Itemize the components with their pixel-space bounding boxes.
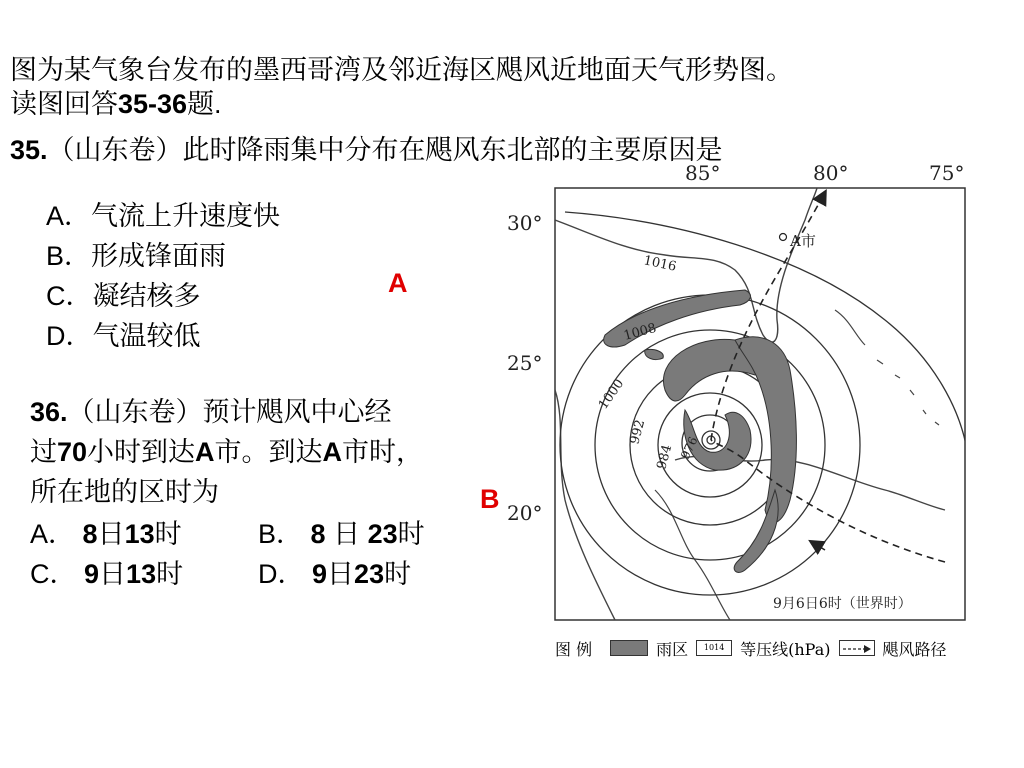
q36-option-b: B． 8 日 23时 [258,519,425,549]
q36-answer: B [480,484,500,514]
lat-label-30: 30° [507,211,543,235]
lon-label-85: 85° [685,161,721,185]
legend-path-swatch [839,640,875,656]
lon-label-75: 75° [929,161,965,185]
q35-answer: A [388,268,408,298]
q35-option-c: C．凝结核多 [46,281,201,311]
q36-stem-line-1: 36.（山东卷）预计飓风中心经 [30,397,392,427]
q36-stem-line-3: 所在地的区时为 [30,477,219,507]
city-a-marker [780,234,787,241]
lon-label-80: 80° [813,161,849,185]
legend-rain-label: 雨区 [656,639,689,659]
isobar-label-976: 976 [678,434,701,462]
isobar-label-992: 992 [627,418,649,447]
legend-path-arrow-icon [840,642,874,656]
lat-label-25: 25° [507,351,543,375]
isobar-label-984: 984 [654,443,676,472]
map-legend [555,636,947,660]
q35-option-b: B．形成锋面雨 [46,241,227,271]
legend-title: 图 例 [555,639,593,659]
legend-path-label: 飓风路径 [882,639,947,659]
q36-stem-line-2: 过70小时到达A市。到达A市时， [30,437,424,467]
q36-option-a: A． 8日13时 [30,519,182,549]
isobar-label-1016: 1016 [642,253,678,275]
city-a-label: A市 [790,232,816,250]
map-time-label: 9月6日6时（世界时） [773,596,912,612]
q36-options-row-1 [30,518,182,551]
legend-rain-swatch [610,640,648,656]
isobar-label-1008: 1008 [622,320,659,344]
intro-line-2: 读图回答35-36题. [10,89,222,119]
q35-stem: 35.（山东卷）此时降雨集中分布在飓风东北部的主要原因是 [10,135,723,165]
legend-isobar-label: 等压线(hPa) [740,639,831,659]
lat-label-20: 20° [507,501,543,525]
hurricane-weather-map [505,160,975,670]
q35-option-a: A．气流上升速度快 [46,201,281,231]
q36-option-d: D． 9日23时 [258,559,412,589]
q36-option-c: C． 9日13时 [30,559,184,589]
isobar-label-1000: 1000 [595,376,628,413]
legend-isobar-swatch: 1014 [696,640,732,656]
map-svg [505,160,975,670]
intro-line-1: 图为某气象台发布的墨西哥湾及邻近海区飓风近地面天气形势图。 [10,55,793,85]
q35-option-d: D．气温较低 [46,321,201,351]
